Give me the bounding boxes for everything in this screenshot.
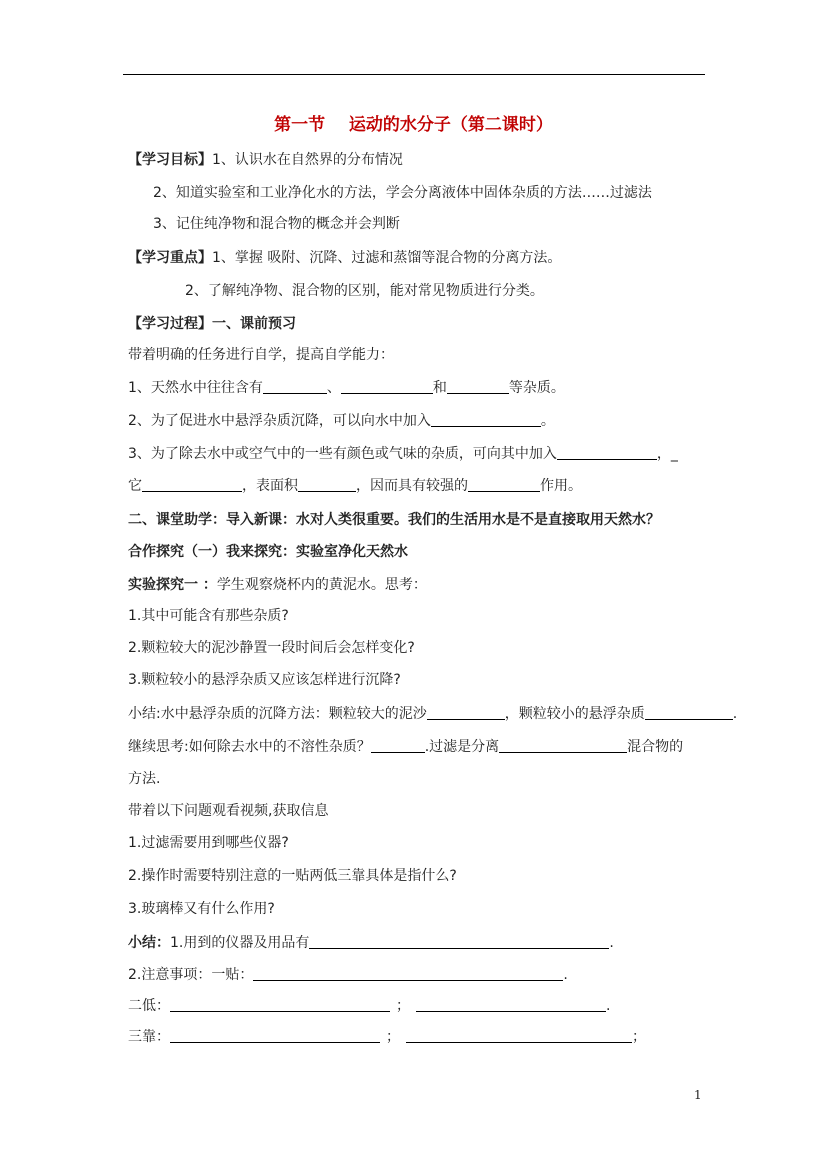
answer-blank[interactable] [298,477,356,492]
video-item: 1.过滤需要用到哪些仪器? [128,835,289,851]
answer-blank[interactable] [427,705,505,720]
think-cont: 方法. [128,771,161,787]
answer-blank[interactable] [263,379,327,394]
experiment-item: 2.颗粒较大的泥沙静置一段时间后会怎样变化? [128,640,415,656]
goals-line-1 [128,150,403,170]
goal-item: 2、知道实验室和工业净化水的方法，学会分离液体中固体杂质的方法……过滤法 [153,185,652,201]
header-rule [123,74,705,75]
summary-1: 小结:水中悬浮杂质的沉降方法：颗粒较大的泥沙 ，颗粒较小的悬浮杂质 . [128,706,738,722]
answer-blank[interactable] [468,477,540,492]
focus-item: 2、了解纯净物、混合物的区别，能对常见物质进行分类。 [185,283,544,299]
answer-blank[interactable] [170,997,390,1012]
answer-blank[interactable] [341,379,433,394]
video-item: 2.操作时需要特别注意的一贴两低三靠具体是指什么? [128,868,457,884]
video-item: 3.玻璃棒又有什么作用? [128,901,275,917]
video-intro: 带着以下问题观看视频,获取信息 [128,803,329,819]
answer-blank[interactable] [447,379,509,394]
answer-blank[interactable] [309,934,609,949]
goal-item: 3、记住纯净物和混合物的概念并会判断 [153,216,400,232]
question-3: 3、为了除去水中或空气中的一些有颜色或气味的杂质，可向其中加入 ，_ [128,446,678,462]
answer-blank[interactable] [557,445,657,460]
page-number: 1 [694,1088,702,1102]
experiment-label: 实验探究一 ： [128,577,217,593]
focus-line-1 [128,248,561,268]
answer-blank[interactable] [499,738,627,753]
goals-label: 【学习目标】 [128,152,212,168]
answer-blank[interactable] [645,705,733,720]
question-2: 2、为了促进水中悬浮杂质沉降，可以向水中加入 。 [128,413,555,429]
answer-blank[interactable] [142,477,242,492]
question-1: 1、天然水中往往含有 、 和 等杂质。 [128,380,565,396]
process-label: 【学习过程】 [128,316,212,332]
focus-item: 1、掌握 吸附、沉降、过滤和蒸馏等混合物的分离方法。 [212,250,562,266]
answer-blank[interactable] [431,412,541,427]
summary-2-line-4: 三靠： ； ； [128,1029,646,1045]
process-heading [128,314,296,334]
summary-2-label: 小结： [128,935,170,951]
answer-blank[interactable] [371,738,425,753]
experiment-item: 1.其中可能含有那些杂质? [128,608,289,624]
think-line: 继续思考:如何除去水中的不溶性杂质？ .过滤是分离 混合物的 [128,739,684,755]
experiment-line: 实验探究一 ：学生观察烧杯内的黄泥水。思考： [128,577,427,593]
page-title: 第一节 运动的水分子（第二课时） [274,115,553,135]
goal-item: 1、认识水在自然界的分布情况 [212,152,403,168]
answer-blank[interactable] [416,997,606,1012]
question-3-cont: 它 ，表面积 ，因而具有较强的 作用。 [128,478,582,494]
answer-blank[interactable] [170,1028,380,1043]
summary-2-line-3: 二低： ； . [128,998,611,1014]
focus-label: 【学习重点】 [128,250,212,266]
summary-2-line-2: 2.注意事项：一贴： . [128,967,568,983]
section2-heading: 二、课堂助学：导入新课：水对人类很重要。我们的生活用水是不是直接取用天然水？ [128,512,660,528]
section1-title: 一、课前预习 [212,316,296,332]
answer-blank[interactable] [253,966,563,981]
coop-heading: 合作探究（一）我来探究：实验室净化天然水 [128,544,408,560]
answer-blank[interactable] [406,1028,632,1043]
experiment-item: 3.颗粒较小的悬浮杂质又应该怎样进行沉降? [128,672,401,688]
summary-2-line-1: 小结：1.用到的仪器及用品有 . [128,935,614,951]
process-intro: 带着明确的任务进行自学，提高自学能力： [128,347,394,363]
